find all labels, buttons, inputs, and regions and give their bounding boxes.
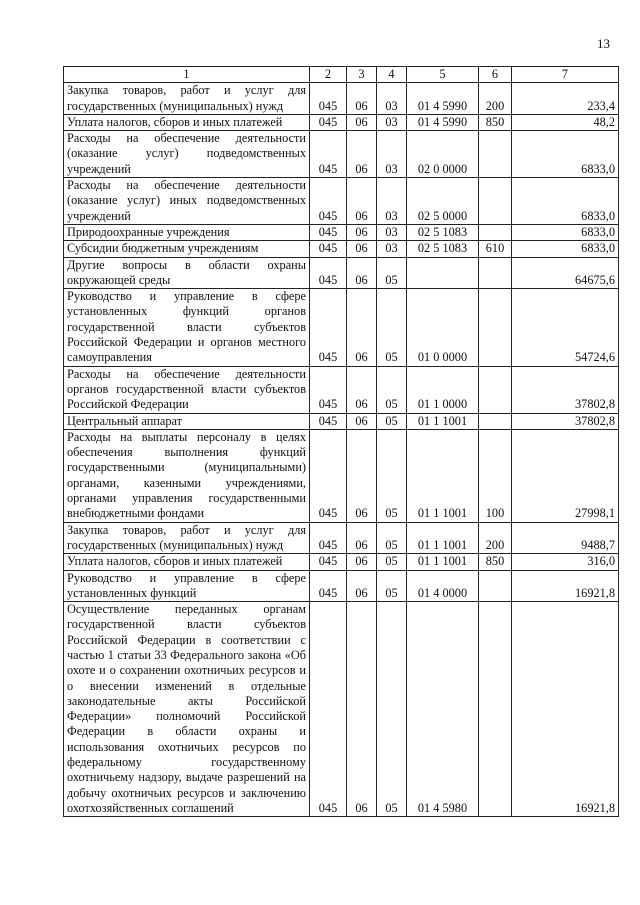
- table-row: [64, 602, 619, 817]
- row-name-cell: Закупка товаров, работ и услуг для государственных (муниципальных) нужд: [64, 83, 310, 115]
- table-row: [64, 522, 619, 554]
- expense-type-cell: [479, 602, 512, 817]
- subsection-cell: 03: [377, 114, 407, 130]
- table-row: [64, 178, 619, 225]
- expense-type-cell: [479, 366, 512, 413]
- table-body: [64, 83, 619, 817]
- subsection-cell: 05: [377, 289, 407, 366]
- section-cell: 06: [347, 224, 377, 240]
- admin-code-cell: 045: [310, 522, 347, 554]
- section-cell: 06: [347, 257, 377, 289]
- budget-table: [63, 66, 619, 817]
- subsection-cell: 03: [377, 224, 407, 240]
- amount-cell: 27998,1: [512, 429, 619, 522]
- expense-type-cell: 850: [479, 554, 512, 570]
- target-article-cell: 01 1 1001: [407, 522, 479, 554]
- expense-type-cell: 850: [479, 114, 512, 130]
- section-cell: 06: [347, 83, 377, 115]
- amount-cell: 37802,8: [512, 413, 619, 429]
- table-row: [64, 114, 619, 130]
- amount-cell: 16921,8: [512, 602, 619, 817]
- table-row: [64, 224, 619, 240]
- row-name-cell: Расходы на обеспечение деятельности (оказание услуг) подведомственных учреждений: [64, 131, 310, 178]
- admin-code-cell: 045: [310, 257, 347, 289]
- admin-code-cell: 045: [310, 289, 347, 366]
- expense-type-cell: 200: [479, 83, 512, 115]
- target-article-cell: 01 4 5990: [407, 114, 479, 130]
- target-article-cell: 01 1 1001: [407, 413, 479, 429]
- column-header: 2: [310, 67, 347, 83]
- table-header-row: [64, 67, 619, 83]
- page-number: 13: [597, 36, 610, 51]
- expense-type-cell: [479, 257, 512, 289]
- row-name-cell: Закупка товаров, работ и услуг для государственных (муниципальных) нужд: [64, 522, 310, 554]
- table-row: [64, 429, 619, 522]
- section-cell: 06: [347, 570, 377, 602]
- target-article-cell: 01 1 0000: [407, 366, 479, 413]
- subsection-cell: 03: [377, 241, 407, 257]
- subsection-cell: 05: [377, 602, 407, 817]
- subsection-cell: 05: [377, 366, 407, 413]
- admin-code-cell: 045: [310, 429, 347, 522]
- row-name-cell: Центральный аппарат: [64, 413, 310, 429]
- table-row: [64, 241, 619, 257]
- section-cell: 06: [347, 131, 377, 178]
- row-name-cell: Другие вопросы в области охраны окружающей среды: [64, 257, 310, 289]
- table-row: [64, 257, 619, 289]
- amount-cell: 16921,8: [512, 570, 619, 602]
- subsection-cell: 05: [377, 413, 407, 429]
- expense-type-cell: 610: [479, 241, 512, 257]
- section-cell: 06: [347, 366, 377, 413]
- subsection-cell: 03: [377, 83, 407, 115]
- section-cell: 06: [347, 413, 377, 429]
- expense-type-cell: [479, 178, 512, 225]
- column-header: 5: [407, 67, 479, 83]
- amount-cell: 64675,6: [512, 257, 619, 289]
- subsection-cell: 03: [377, 178, 407, 225]
- section-cell: 06: [347, 429, 377, 522]
- target-article-cell: 02 5 1083: [407, 224, 479, 240]
- admin-code-cell: 045: [310, 366, 347, 413]
- row-name-cell: Осуществление переданных органам государственной власти субъектов Российской Федерации в соответствии с частью 1 статьи 33 Федерального закона «Об охоте и о сохранении охотничьих ресурсов и о внесении изменений в отдельные законодательные акты Российской Федерации» полномочий Российской Федерации в области охраны и использования охотничьих ресурсов по федеральному государственному охотничьему надзору, выдаче разрешений на добычу охотничьих ресурсов и заключению охотхозяйственных соглашений: [64, 602, 310, 817]
- section-cell: 06: [347, 522, 377, 554]
- target-article-cell: 01 4 5980: [407, 602, 479, 817]
- row-name-cell: Расходы на обеспечение деятельности органов государственной власти субъектов Российской Федерации: [64, 366, 310, 413]
- table-row: [64, 83, 619, 115]
- subsection-cell: 05: [377, 257, 407, 289]
- target-article-cell: 02 5 0000: [407, 178, 479, 225]
- target-article-cell: 01 1 1001: [407, 554, 479, 570]
- target-article-cell: 02 5 1083: [407, 241, 479, 257]
- row-name-cell: Уплата налогов, сборов и иных платежей: [64, 554, 310, 570]
- expense-type-cell: [479, 224, 512, 240]
- section-cell: 06: [347, 554, 377, 570]
- target-article-cell: 02 0 0000: [407, 131, 479, 178]
- admin-code-cell: 045: [310, 114, 347, 130]
- target-article-cell: 01 0 0000: [407, 289, 479, 366]
- amount-cell: 316,0: [512, 554, 619, 570]
- admin-code-cell: 045: [310, 570, 347, 602]
- subsection-cell: 05: [377, 429, 407, 522]
- admin-code-cell: 045: [310, 83, 347, 115]
- column-header: 3: [347, 67, 377, 83]
- admin-code-cell: 045: [310, 178, 347, 225]
- admin-code-cell: 045: [310, 602, 347, 817]
- row-name-cell: Природоохранные учреждения: [64, 224, 310, 240]
- section-cell: 06: [347, 114, 377, 130]
- admin-code-cell: 045: [310, 554, 347, 570]
- table-row: [64, 289, 619, 366]
- amount-cell: 6833,0: [512, 224, 619, 240]
- section-cell: 06: [347, 178, 377, 225]
- column-header: 1: [64, 67, 310, 83]
- expense-type-cell: [479, 413, 512, 429]
- section-cell: 06: [347, 241, 377, 257]
- row-name-cell: Расходы на обеспечение деятельности (оказание услуг) иных подведомственных учреждений: [64, 178, 310, 225]
- section-cell: 06: [347, 602, 377, 817]
- admin-code-cell: 045: [310, 131, 347, 178]
- table-row: [64, 366, 619, 413]
- column-header: 4: [377, 67, 407, 83]
- column-header: 6: [479, 67, 512, 83]
- section-cell: 06: [347, 289, 377, 366]
- expense-type-cell: 200: [479, 522, 512, 554]
- expense-type-cell: [479, 289, 512, 366]
- admin-code-cell: 045: [310, 241, 347, 257]
- amount-cell: 6833,0: [512, 178, 619, 225]
- amount-cell: 233,4: [512, 83, 619, 115]
- table-row: [64, 131, 619, 178]
- expense-type-cell: 100: [479, 429, 512, 522]
- row-name-cell: Расходы на выплаты персоналу в целях обеспечения выполнения функций государственными (муниципальными) органами, казенными учреждениями, органами управления государственными внебюджетными фондами: [64, 429, 310, 522]
- subsection-cell: 05: [377, 570, 407, 602]
- amount-cell: 48,2: [512, 114, 619, 130]
- table-row: [64, 554, 619, 570]
- expense-type-cell: [479, 570, 512, 602]
- row-name-cell: Субсидии бюджетным учреждениям: [64, 241, 310, 257]
- target-article-cell: [407, 257, 479, 289]
- subsection-cell: 05: [377, 554, 407, 570]
- target-article-cell: 01 4 0000: [407, 570, 479, 602]
- row-name-cell: Руководство и управление в сфере установленных функций органов государственной власти субъектов Российской Федерации и органов местного самоуправления: [64, 289, 310, 366]
- row-name-cell: Уплата налогов, сборов и иных платежей: [64, 114, 310, 130]
- amount-cell: 37802,8: [512, 366, 619, 413]
- amount-cell: 6833,0: [512, 131, 619, 178]
- row-name-cell: Руководство и управление в сфере установленных функций: [64, 570, 310, 602]
- table-row: [64, 570, 619, 602]
- target-article-cell: 01 1 1001: [407, 429, 479, 522]
- target-article-cell: 01 4 5990: [407, 83, 479, 115]
- admin-code-cell: 045: [310, 224, 347, 240]
- amount-cell: 9488,7: [512, 522, 619, 554]
- expense-type-cell: [479, 131, 512, 178]
- admin-code-cell: 045: [310, 413, 347, 429]
- column-header: 7: [512, 67, 619, 83]
- amount-cell: 54724,6: [512, 289, 619, 366]
- amount-cell: 6833,0: [512, 241, 619, 257]
- subsection-cell: 03: [377, 131, 407, 178]
- table-row: [64, 413, 619, 429]
- subsection-cell: 05: [377, 522, 407, 554]
